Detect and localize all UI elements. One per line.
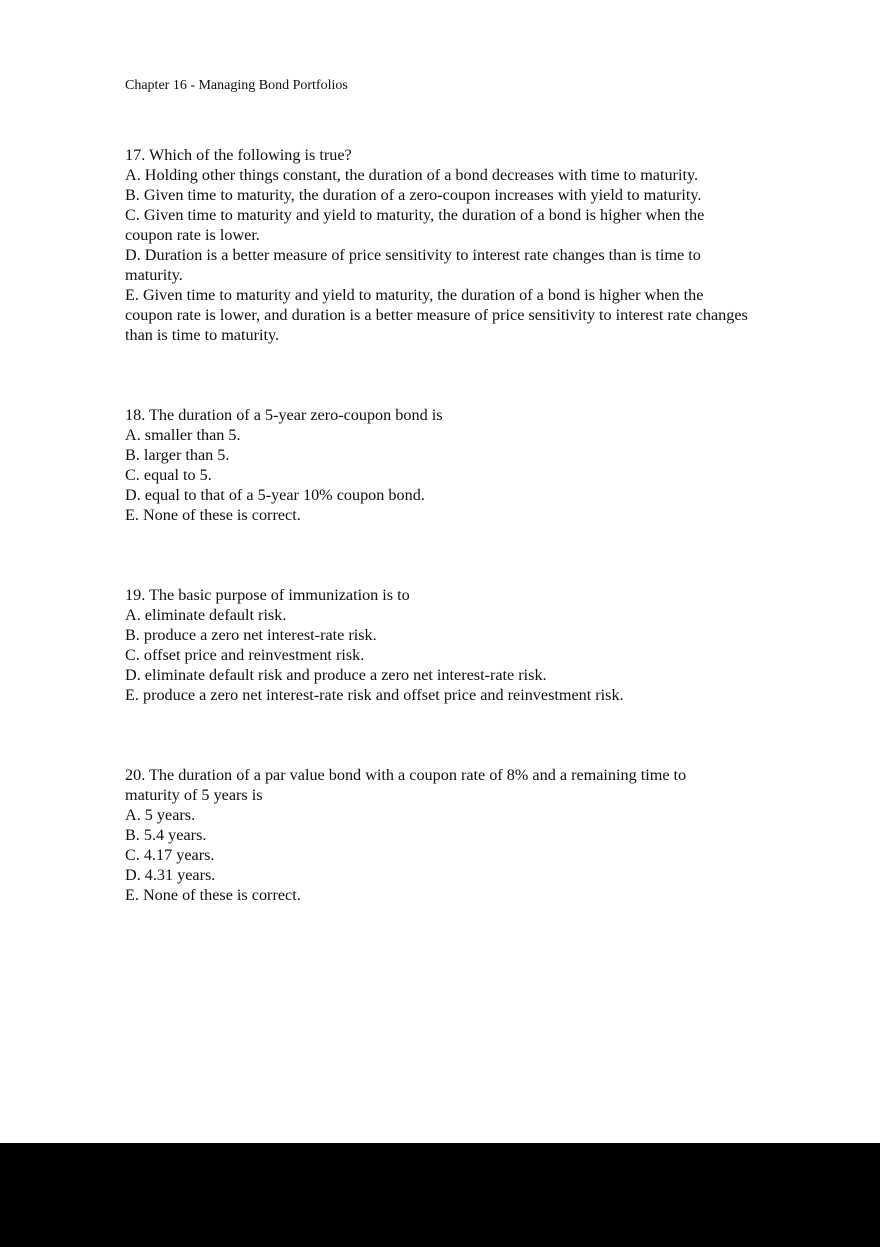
option-c: C. Given time to maturity and yield to maturity, the duration of a bond is higher when the coupon rate is lower. <box>125 206 705 244</box>
option-c: C. 4.17 years. <box>125 846 215 864</box>
option-d: D. equal to that of a 5-year 10% coupon bond. <box>125 486 425 504</box>
question-20 <box>125 765 735 905</box>
question-stem: 19. The basic purpose of immunization is to <box>125 586 410 604</box>
option-e: E. produce a zero net interest-rate risk and offset price and reinvestment risk. <box>125 686 624 704</box>
option-d: D. Duration is a better measure of price sensitivity to interest rate changes than is time to maturity. <box>125 246 701 284</box>
page-header: Chapter 16 - Managing Bond Portfolios <box>125 78 348 93</box>
question-17 <box>125 145 755 345</box>
option-b: B. produce a zero net interest-rate risk. <box>125 626 377 644</box>
option-b: B. Given time to maturity, the duration of a zero-coupon increases with yield to maturity. <box>125 186 702 204</box>
option-e: E. None of these is correct. <box>125 506 301 524</box>
option-a: A. Holding other things constant, the duration of a bond decreases with time to maturity. <box>125 166 699 184</box>
option-b: B. larger than 5. <box>125 446 230 464</box>
question-stem: 20. The duration of a par value bond with a coupon rate of 8% and a remaining time to maturity of 5 years is <box>125 766 687 804</box>
option-c: C. equal to 5. <box>125 466 212 484</box>
option-e: E. Given time to maturity and yield to maturity, the duration of a bond is higher when the coupon rate is lower, and duration is a better measure of price sensitivity to interest rate changes than is time to maturity. <box>125 286 748 344</box>
question-stem: 17. Which of the following is true? <box>125 146 352 164</box>
option-d: D. 4.31 years. <box>125 866 216 884</box>
question-stem: 18. The duration of a 5-year zero-coupon bond is <box>125 406 443 424</box>
question-19 <box>125 585 755 705</box>
option-a: A. smaller than 5. <box>125 426 241 444</box>
option-d: D. eliminate default risk and produce a zero net interest-rate risk. <box>125 666 547 684</box>
option-c: C. offset price and reinvestment risk. <box>125 646 365 664</box>
option-a: A. 5 years. <box>125 806 196 824</box>
option-e: E. None of these is correct. <box>125 886 301 904</box>
option-a: A. eliminate default risk. <box>125 606 287 624</box>
option-b: B. 5.4 years. <box>125 826 207 844</box>
question-18 <box>125 405 755 525</box>
